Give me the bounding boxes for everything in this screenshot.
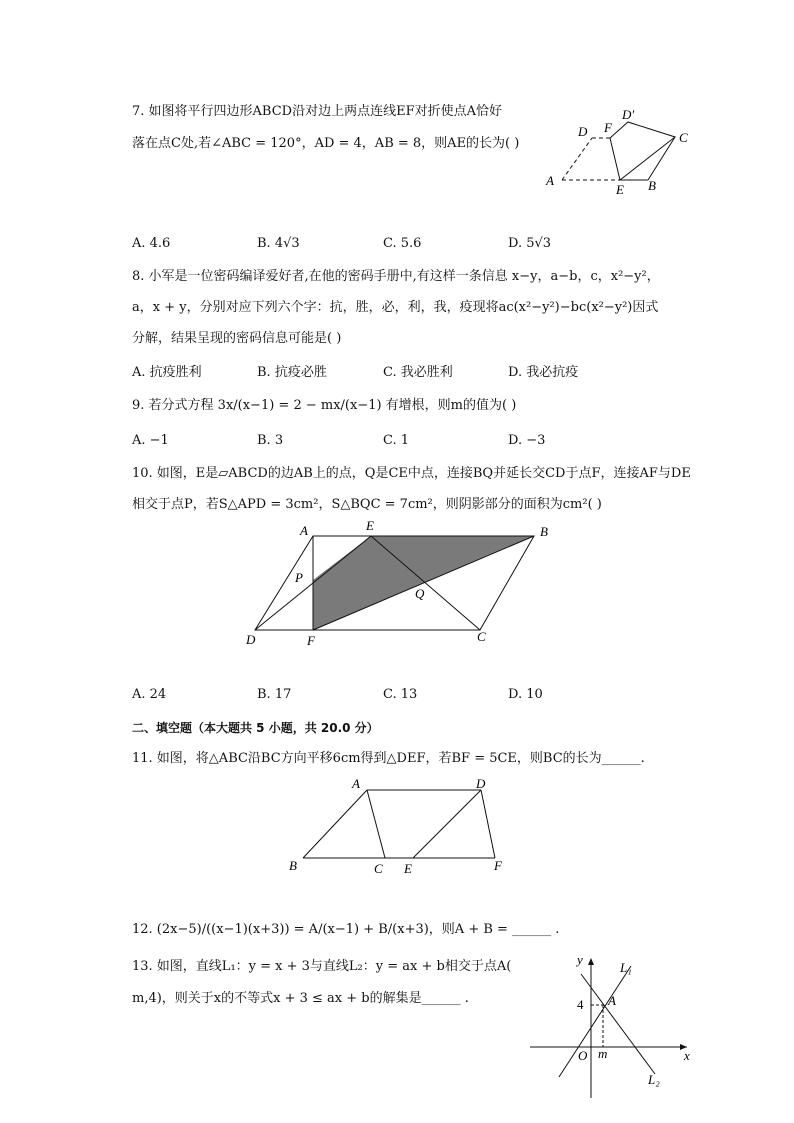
q13-label-l2: L₂ (648, 1072, 660, 1087)
q13-line-2: m,4)，则关于x的不等式x + 3 ≤ ax + b的解集是______ . (132, 991, 469, 1006)
q7-line-2: 落在点C处,若∠ABC = 120°，AD = 4，AB = 8，则AE的长为( ) (132, 136, 520, 151)
q9-option-a: A. −1 (132, 433, 169, 448)
q7-label-c: C (679, 130, 688, 145)
q10-label-f: F (307, 633, 315, 648)
q10-label-c: C (477, 629, 486, 644)
q10-label-d: D (246, 632, 256, 647)
q13-label-l1: L₁ (620, 960, 632, 975)
q8-option-b: B. 抗疫必胜 (257, 365, 327, 380)
q13-label-x: x (684, 1048, 690, 1063)
q13-label-4: 4 (577, 997, 584, 1012)
q7-option-a: A. 4.6 (132, 236, 171, 251)
q13-figure (525, 952, 705, 1102)
q9-line-1: 9. 若分式方程 3x/(x−1) = 2 − mx/(x−1) 有增根，则m的值为( ) (132, 398, 517, 413)
q7-figure (540, 100, 710, 200)
q8-option-a: A. 抗疫胜利 (132, 365, 202, 380)
q8-line-1: 8. 小军是一位密码编译爱好者,在他的密码手册中,有这样一条信息 x−y，a−b，c，x²−y²， (132, 269, 660, 284)
q10-line-1: 10. 如图，E是▱ABCD的边AB上的点，Q是CE中点，连接BQ并延长交CD于点F，连接AF与DE (132, 466, 691, 481)
q13-line-1: 13. 如图，直线L₁：y = x + 3与直线L₂：y = ax + b相交于点A( (132, 959, 512, 974)
q7-option-c: C. 5.6 (383, 236, 422, 251)
q11-line-1: 11. 如图，将△ABC沿BC方向平移6cm得到△DEF，若BF = 5CE，则BC的长为______. (132, 751, 645, 766)
q11-label-f: F (494, 858, 502, 873)
q7-label-f: F (604, 120, 612, 135)
q7-label-b: B (648, 178, 656, 193)
q7-option-b: B. 4√3 (257, 236, 300, 251)
q10-option-c: C. 13 (383, 687, 418, 702)
q11-label-b: B (289, 858, 297, 873)
q13-label-y: y (577, 952, 583, 967)
q8-line-3: 分解，结果呈现的密码信息可能是( ) (132, 331, 342, 346)
q7-label-a: A (546, 173, 554, 188)
q7-label-e: E (616, 182, 624, 197)
q8-line-2: a，x + y，分别对应下列六个字：抗，胜，必，利，我，疫现将ac(x²−y²)−bc(x²−y²)因式 (132, 300, 659, 315)
section-heading: 二、填空题（本大题共 5 小题，共 20.0 分） (132, 721, 379, 735)
q12-line-1: 12. (2x−5)/((x−1)(x+3)) = A/(x−1) + B/(x+3)，则A + B = ______ . (132, 922, 560, 937)
q10-option-b: B. 17 (257, 687, 292, 702)
q10-label-a: A (300, 523, 308, 538)
q7-label-d: D (578, 124, 588, 139)
q10-label-p: P (295, 570, 303, 585)
q11-figure (285, 772, 515, 880)
q10-option-d: D. 10 (508, 687, 543, 702)
q9-option-d: D. −3 (508, 433, 546, 448)
q10-option-a: A. 24 (132, 687, 167, 702)
q9-option-b: B. 3 (257, 433, 284, 448)
q8-option-d: D. 我必抗疫 (508, 365, 579, 380)
q13-label-a: A (608, 993, 616, 1008)
q9-option-c: C. 1 (383, 433, 410, 448)
q10-line-2: 相交于点P，若S△APD = 3cm²，S△BQC = 7cm²，则阴影部分的面积为cm²( ) (132, 497, 602, 512)
q10-label-b: B (540, 524, 548, 539)
q11-label-e: E (404, 861, 412, 876)
q10-figure (240, 518, 560, 653)
q7-line-1: 7. 如图将平行四边形ABCD沿对边上两点连线EF对折使点A恰好 (132, 104, 502, 119)
q13-label-o: O (578, 1048, 588, 1063)
q7-label-dprime: D′ (622, 107, 635, 122)
q13-label-m: m (598, 1046, 608, 1061)
q7-option-d: D. 5√3 (508, 236, 552, 251)
q8-option-c: C. 我必胜利 (383, 365, 453, 380)
q11-label-c: C (374, 861, 383, 876)
q11-label-a: A (352, 776, 360, 791)
q11-label-d: D (476, 776, 486, 791)
q10-label-q: Q (415, 586, 425, 601)
q10-label-e: E (366, 518, 374, 533)
